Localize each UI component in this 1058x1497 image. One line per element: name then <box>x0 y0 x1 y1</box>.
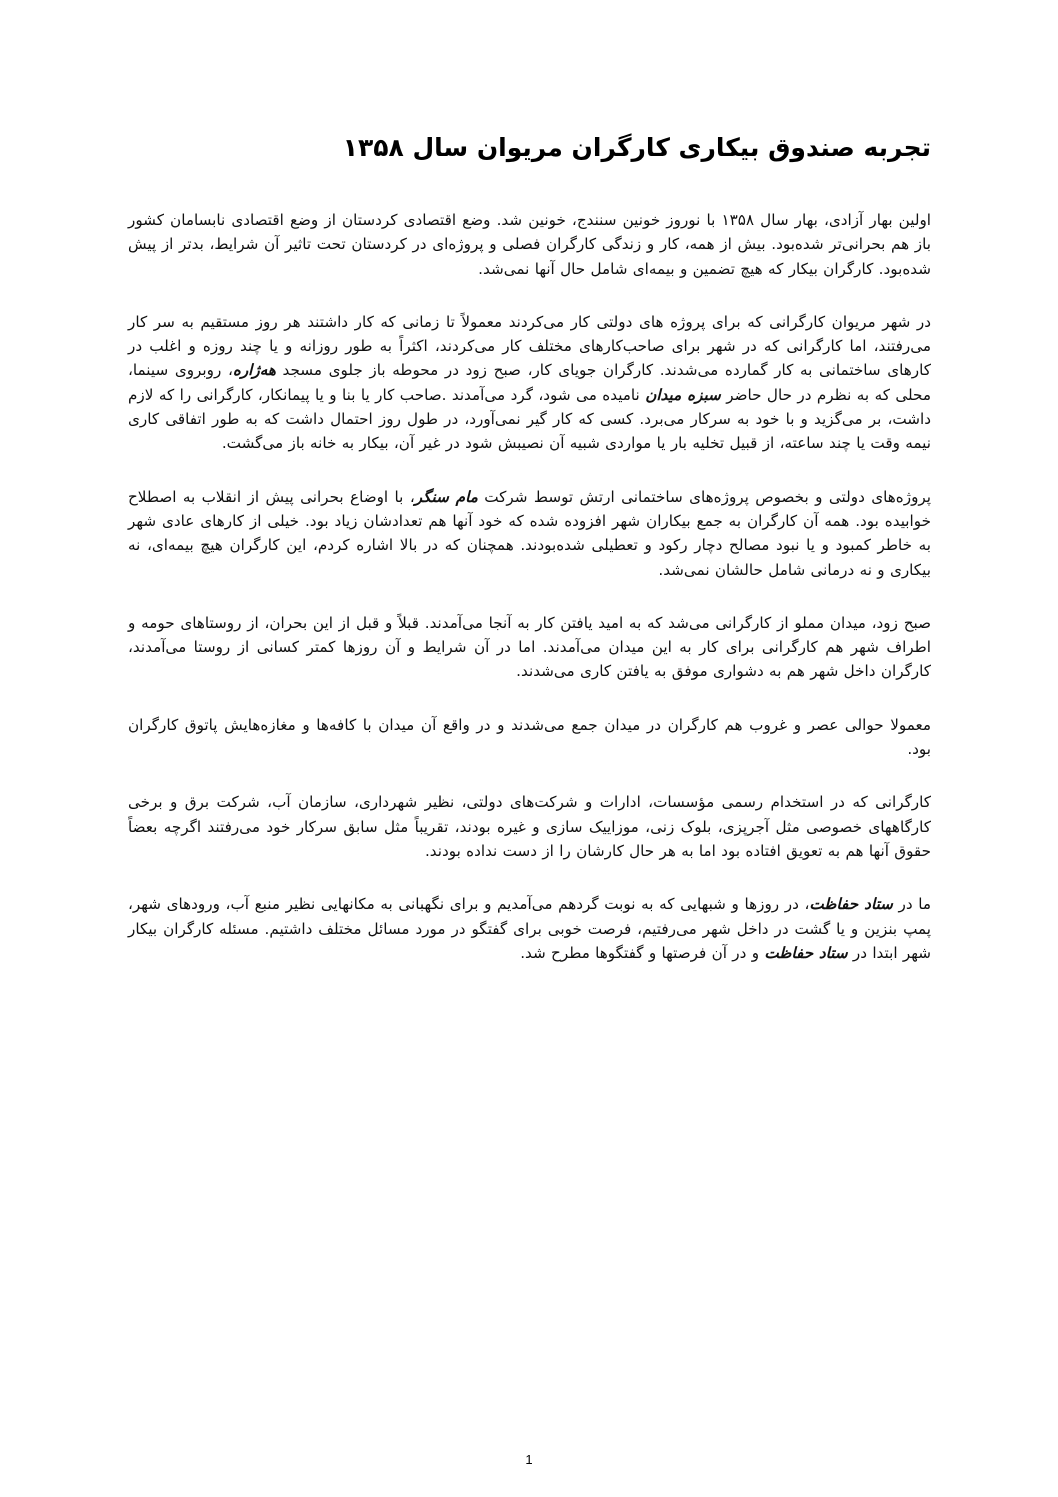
paragraph-2 <box>128 310 931 456</box>
paragraph-4: صبح زود، میدان مملو از کارگرانی می‌شد که به امید یافتن کار به آنجا می‌آمدند. قبلاً و قبل از این بحران، از روستاهای حومه و اطراف شهر هم کارگرانی برای کار به این میدان می‌آمدند. اما در آن شرایط و آن روزها کمتر کسانی از روستا می‌آمدند، کارگران داخل شهر هم به دشواری موفق به یافتن کاری می‌شدند. <box>128 613 931 681</box>
place-name-sabze-meydan: سبزه میدان <box>645 385 721 404</box>
paragraph-3 <box>128 485 931 582</box>
paragraph-6: کارگرانی که در استخدام رسمی مؤسسات، ادارات و شرکت‌های دولتی، نظیر شهرداری، سازمان آب، شرکت برق و برخی کارگاههای خصوصی مثل آجرپزی، بلوک زنی، موزاییک سازی و غیره بودند، تقریباً مثل سابق سرکار خود می‌رفتند اگرچه بعضاً حقوق آنها هم به تعویق افتاده بود اما به هر حال کارشان را از دست نداده بودند. <box>128 793 931 860</box>
paragraph-2-text-c: نامیده می شود، گرد می‌آمدند .صاحب کار یا بنا و یا پیمانکار، کارگرانی را که لازم داشت، بر می‌گزید و با خود به سرکار می‌برد. کسی که کار گیر نمی‌آورد، در طول روز احتمال داشت که به طور اتفاقی کاری نیمه وقت یا چند ساعته، از قبیل تخلیه بار یا مواردی شبیه آن نصیبش شود در غیر آن، بیکار به خانه باز می‌گشت. <box>128 385 931 453</box>
place-name-hejhara: هه‌ژاره <box>232 361 276 380</box>
paragraph-7 <box>128 892 931 965</box>
document-title: تجربه صندوق بیکاری کارگران مریوان سال ۱۳۵۸ <box>342 133 931 162</box>
document-body <box>128 208 931 994</box>
page-number: 1 <box>525 1452 533 1467</box>
organization-name-setad-hefazat: ستاد حفاظت <box>809 895 893 914</box>
paragraph-1: اولین بهار آزادی، بهار سال ۱۳۵۸ با نوروز خونین سنندج، خونین شد. وضع اقتصادی کردستان از وضع اقتصادی نابسامان کشور باز هم بحرانی‌تر شده‌بود. بیش از همه، کار و زندگی کارگران فصلی و پروژه‌ای در کردستان تحت تاثیر آن شرایط، بدتر از پیش شده‌بود. کارگران بیکار که هیچ تضمین و بیمه‌ای شامل حال آنها نمی‌شد. <box>128 211 931 278</box>
paragraph-3-text-b: ، با اوضاع بحرانی پیش از انقلاب به اصطلاح خوابیده بود. همه آن کارگران به جمع بیکاران شهر افزوده شده که خود آنها هم تعدادشان زیاد بود. خیلی از کارهای عادی شهر به خاطر کمبود و یا نبود مصالح دچار رکود و تعطیلی شده‌بودند. همچنان که در بالا اشاره کردم، این کارگران هیچ بیمه‌ای، نه بیکاری و نه درمانی شامل حالشان نمی‌شد. <box>128 487 931 579</box>
paragraph-5: معمولا حوالی عصر و غروب هم کارگران در میدان جمع می‌شدند و در واقع آن میدان با کافه‌ها و مغازه‌هایش پاتوق کارگران بود. <box>128 715 931 759</box>
paragraph-7-text-b: ، در روزها و شبهایی که به نوبت گردهم می‌آمدیم و برای نگهبانی به مکانهایی نظیر منبع آب، ورودهای شهر، پمپ بنزین و یا گشت در داخل شهر می‌رفتیم، فرصت خوبی برای گفتگو در مورد مسائل مختلف داشتیم. مسئله کارگران بیکار شهر ابتدا در <box>128 895 931 962</box>
paragraph-2-text-b: ، روبروی سینما، محلی که به نظرم در حال حاضر <box>128 361 931 404</box>
paragraph-7-text-c: و در آن فرصتها و گفتگوها مطرح شد. <box>520 943 765 962</box>
company-name-mam-sangar: مام سنگر <box>414 487 478 506</box>
paragraph-3-text-a: پروژه‌های دولتی و بخصوص پروژه‌های ساختمانی ارتش توسط شرکت <box>477 487 932 506</box>
paragraph-7-text-a: ما در <box>892 895 932 914</box>
organization-name-setad-hefazat-2: ستاد حفاظت <box>764 943 848 962</box>
paragraph-2-text-a: در شهر مریوان کارگرانی که برای پروژه های دولتی کار می‌کردند معمولاً تا زمانی که کار داشتند هر روز مستقیم به سر کار می‌رفتند، اما کارگرانی که در شهر برای صاحب‌کارهای مختلف کار می‌کردند، اکثراً به طور روزانه و یا چند روزه و اغلب در کارهای ساختمانی به کار گمارده می‌شدند. کارگران جویای کار، صبح زود در محوطه باز جلوی مسجد <box>128 312 931 380</box>
